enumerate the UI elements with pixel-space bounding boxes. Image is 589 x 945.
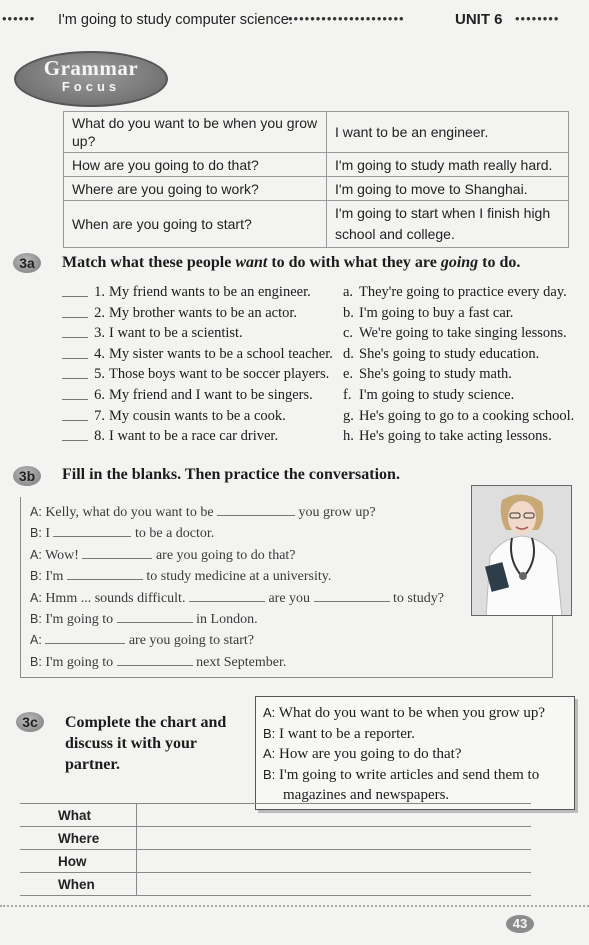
item-text: We're going to take singing lessons. xyxy=(359,325,567,342)
line-text: How are you going to do that? xyxy=(279,746,462,762)
line-text: I'm xyxy=(45,569,64,585)
speaker-label: B: xyxy=(30,569,42,584)
dialog-line: magazines and newspapers. xyxy=(283,787,450,803)
line-text: to be a doctor. xyxy=(134,526,215,542)
item-number: 3. xyxy=(94,325,105,342)
item-text: Those boys want to be soccer players. xyxy=(109,366,330,383)
dialog-line xyxy=(263,724,567,745)
item-text: My friend wants to be an engineer. xyxy=(109,284,311,300)
table-row xyxy=(20,804,531,827)
speaker-label: A: xyxy=(30,633,42,648)
grammar-answer: I'm going to study math really hard. xyxy=(327,153,569,177)
doctor-illustration xyxy=(472,486,572,616)
fill-blank[interactable] xyxy=(117,610,193,623)
conversation-line xyxy=(30,502,444,523)
item-letter: c. xyxy=(343,325,354,342)
item-letter: d. xyxy=(343,345,354,362)
speaker-label: B: xyxy=(30,612,42,627)
line-text: I'm going to write articles and send them to xyxy=(279,766,540,783)
fill-blank[interactable] xyxy=(82,546,152,559)
table-row xyxy=(20,850,531,873)
list-item xyxy=(62,344,333,365)
line-text: Hmm ... sounds difficult. xyxy=(45,590,186,606)
line-text: are you going to do that? xyxy=(155,547,296,563)
speaker-label: B: xyxy=(263,766,276,782)
unit-label: UNIT 6 xyxy=(455,11,503,28)
list-item xyxy=(62,303,333,324)
answer-blank[interactable] xyxy=(62,282,88,297)
sample-dialog-box xyxy=(255,696,575,810)
conversation-line xyxy=(30,652,444,673)
speaker-label: A: xyxy=(30,505,42,519)
table-row xyxy=(20,827,531,850)
instruction-emphasis: want xyxy=(235,254,268,271)
answer-blank[interactable] xyxy=(62,344,88,359)
grammar-answer: I'm going to start when I finish high school and college. xyxy=(327,201,569,248)
answer-blank[interactable] xyxy=(62,303,88,318)
item-text: My brother wants to be an actor. xyxy=(109,304,298,321)
list-item xyxy=(343,282,574,303)
header-dots-left: •••••• xyxy=(2,11,36,26)
chart-answer-cell[interactable] xyxy=(136,827,531,850)
instruction-3a xyxy=(62,254,520,272)
section-marker-3b: 3b xyxy=(13,466,41,486)
item-number: 7. xyxy=(94,407,105,424)
conversation-line xyxy=(30,566,444,587)
grammar-focus-title: Grammar xyxy=(43,56,139,80)
line-text: Wow! xyxy=(45,547,79,563)
chart-row-label: When xyxy=(20,873,136,896)
item-letter: e. xyxy=(343,366,354,383)
grammar-answer: I'm going to move to Shanghai. xyxy=(327,177,569,201)
fill-blank[interactable] xyxy=(217,503,295,516)
list-item xyxy=(343,364,574,385)
line-text: to study? xyxy=(393,590,444,606)
item-letter: g. xyxy=(343,407,354,424)
list-item xyxy=(62,323,333,344)
conversation-line xyxy=(30,545,444,566)
grammar-question: What do you want to be when you grow up? xyxy=(64,112,327,153)
dialog-line xyxy=(263,765,567,786)
line-text: in London. xyxy=(196,612,258,628)
speaker-label: B: xyxy=(30,654,42,669)
item-number: 1. xyxy=(94,284,105,300)
grammar-focus-badge xyxy=(14,51,168,107)
footer-divider xyxy=(0,905,589,907)
line-text: to study medicine at a university. xyxy=(146,569,332,585)
fill-blank[interactable] xyxy=(53,524,131,537)
item-text: My cousin wants to be a cook. xyxy=(109,407,286,424)
list-item xyxy=(62,385,333,406)
grammar-question: When are you going to start? xyxy=(64,201,327,248)
item-letter: a. xyxy=(343,284,354,300)
line-text: I want to be a reporter. xyxy=(279,725,415,742)
chart-row-label: Where xyxy=(20,827,136,850)
header-dots-right: •••••••• xyxy=(515,11,560,26)
line-text: Kelly, what do you want to be xyxy=(45,505,214,520)
instruction-text: to do. xyxy=(478,254,521,271)
conversation-line xyxy=(30,523,444,544)
table-row xyxy=(64,112,569,153)
grammar-question: How are you going to do that? xyxy=(64,153,327,177)
line-text: I xyxy=(45,526,50,542)
item-text: I want to be a race car driver. xyxy=(109,428,279,445)
instruction-text: Match what these people xyxy=(62,254,236,271)
list-item xyxy=(343,385,574,406)
answer-blank[interactable] xyxy=(62,364,88,379)
item-text: He's going to take acting lessons. xyxy=(359,428,552,445)
line-text: are you xyxy=(268,590,311,606)
item-number: 5. xyxy=(94,366,105,383)
conversation-line xyxy=(30,609,444,630)
conversation-line xyxy=(30,588,444,609)
speaker-label: A: xyxy=(263,705,276,720)
item-number: 8. xyxy=(94,428,105,445)
line-text: What do you want to be when you grow up? xyxy=(278,705,545,721)
instruction-text: to do with what they are xyxy=(267,254,441,271)
item-text: I'm going to study science. xyxy=(359,386,515,403)
item-number: 2. xyxy=(94,304,105,321)
item-number: 6. xyxy=(94,386,105,403)
fill-blank[interactable] xyxy=(45,631,125,644)
table-row xyxy=(20,873,531,896)
match-list-right xyxy=(343,282,574,447)
header-dots-mid: ••••••••••••••••••••• xyxy=(288,11,405,26)
list-item xyxy=(62,426,333,447)
fill-blank[interactable] xyxy=(189,589,265,602)
list-item xyxy=(343,344,574,365)
chart-row-label: What xyxy=(20,804,136,827)
item-text: She's going to study education. xyxy=(359,345,540,362)
list-item xyxy=(343,323,574,344)
page-number: 43 xyxy=(506,915,534,933)
table-row xyxy=(64,201,569,248)
grammar-table xyxy=(63,111,569,248)
item-number: 4. xyxy=(94,345,105,362)
chart-answer-cell[interactable] xyxy=(136,850,531,873)
line-text: I'm going to xyxy=(45,612,114,628)
item-text: My sister wants to be a school teacher. xyxy=(109,345,333,362)
speaker-label: A: xyxy=(30,547,42,562)
speaker-label: A: xyxy=(30,590,42,605)
chart-answer-cell[interactable] xyxy=(136,873,531,896)
item-letter: b. xyxy=(343,304,354,321)
discussion-chart xyxy=(20,803,531,896)
list-item xyxy=(343,426,574,447)
conversation xyxy=(30,502,444,673)
match-list-left xyxy=(62,282,333,447)
line-text: are you going to start? xyxy=(128,633,254,649)
item-text: My friend and I want to be singers. xyxy=(109,386,313,403)
line-text: I'm going to xyxy=(45,654,114,670)
item-text: They're going to practice every day. xyxy=(359,284,567,300)
table-row xyxy=(64,177,569,201)
instruction-3b: Fill in the blanks. Then practice the conversation. xyxy=(62,466,400,483)
fill-blank[interactable] xyxy=(117,653,193,666)
speaker-label: A: xyxy=(263,746,276,761)
line-text: you grow up? xyxy=(298,505,376,520)
item-text: I want to be a scientist. xyxy=(109,325,243,342)
doctor-photo xyxy=(471,485,572,616)
speaker-label: B: xyxy=(263,725,276,741)
conversation-line xyxy=(30,630,444,651)
answer-blank[interactable] xyxy=(62,385,88,400)
chart-answer-cell[interactable] xyxy=(136,804,531,827)
page-header xyxy=(0,10,589,34)
item-text: He's going to go to a cooking school. xyxy=(359,407,575,424)
item-letter: h. xyxy=(343,428,354,445)
grammar-answer: I want to be an engineer. xyxy=(327,112,569,153)
dialog-line xyxy=(263,703,567,724)
fill-blank[interactable] xyxy=(314,589,390,602)
answer-blank[interactable] xyxy=(62,323,88,338)
answer-blank[interactable] xyxy=(62,426,88,441)
item-text: She's going to study math. xyxy=(359,366,512,383)
list-item xyxy=(343,406,574,427)
item-letter: f. xyxy=(343,386,352,403)
list-item xyxy=(62,282,333,303)
table-row xyxy=(64,153,569,177)
chart-row-label: How xyxy=(20,850,136,873)
list-item xyxy=(62,406,333,427)
item-text: I'm going to buy a fast car. xyxy=(359,304,514,321)
instruction-emphasis: going xyxy=(440,254,479,271)
line-text: next September. xyxy=(196,654,287,670)
grammar-question: Where are you going to work? xyxy=(64,177,327,201)
list-item xyxy=(343,303,574,324)
speaker-label: B: xyxy=(30,526,42,541)
header-title: I'm going to study computer science. xyxy=(58,12,293,28)
section-marker-3c: 3c xyxy=(16,712,44,732)
dialog-line xyxy=(263,744,567,765)
answer-blank[interactable] xyxy=(62,406,88,421)
grammar-focus-subtitle: Focus xyxy=(61,79,121,94)
section-marker-3a: 3a xyxy=(13,253,41,273)
instruction-3c: Complete the chart and discuss it with your partner. xyxy=(65,714,227,773)
fill-blank[interactable] xyxy=(67,567,143,580)
list-item xyxy=(62,364,333,385)
